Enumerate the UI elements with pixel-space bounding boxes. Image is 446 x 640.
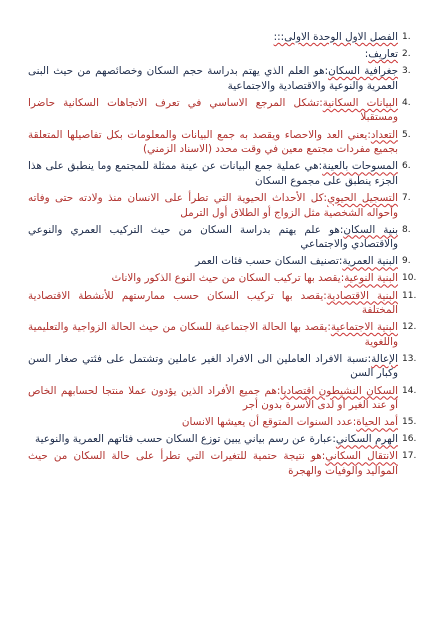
list-item <box>28 64 424 93</box>
item-term: البنية الاجتماعية <box>330 321 398 334</box>
item-text <box>28 128 398 157</box>
list-item <box>28 159 424 188</box>
item-number: 5. <box>402 129 411 140</box>
item-number: 10. <box>402 273 417 284</box>
item-text <box>28 223 398 252</box>
item-term: البنية النوعية <box>344 272 398 285</box>
item-term: الإعالة <box>371 352 398 365</box>
list-item <box>28 47 424 62</box>
item-term: تعاريف <box>368 48 398 61</box>
list-item <box>28 320 424 349</box>
item-body: :عدد السنوات المتوقع أن يعيشها الانسان <box>181 416 357 429</box>
item-number: 11. <box>402 290 417 301</box>
item-body: :تصنيف السكان حسب فئات العمر <box>195 255 343 268</box>
item-number: 12. <box>402 322 417 333</box>
item-text <box>28 289 398 318</box>
item-text <box>28 254 398 269</box>
item-body: :هو العلم الذي يهتم بدراسة حجم السكان وخصائصهم من حيث البنى العمرية والنوعية والاقتصادية والاجتماعية <box>28 65 398 92</box>
item-term: البيانات السكانية <box>322 96 398 109</box>
list-item <box>28 30 424 45</box>
definitions-list <box>28 30 424 479</box>
item-body: :هم جميع الأفراد الذين يؤدون عملا منتجا لحسابهم الخاص أو عند الغير أو لدى الأسرة بدون أجر <box>28 384 398 412</box>
item-text <box>28 415 398 430</box>
item-text <box>28 320 398 349</box>
item-number: 2. <box>402 49 411 60</box>
item-number: 17. <box>402 451 417 462</box>
item-text <box>28 384 398 413</box>
item-text <box>28 30 398 45</box>
item-text <box>28 449 398 478</box>
item-number: 7. <box>402 192 411 203</box>
item-text <box>28 271 398 286</box>
item-term: المسوحات بالعينة <box>322 160 398 173</box>
item-term: البنية الاقتصادية <box>326 289 398 302</box>
item-body: :يقصد بها تركيب السكان من حيث النوع الذكور والاناث <box>111 272 345 285</box>
item-term: جغرافية السكان <box>328 65 399 78</box>
item-text <box>28 432 398 447</box>
item-term: الهرم السكاني <box>335 433 398 446</box>
item-body: :عبارة عن رسم بياني يبين توزع السكان حسب فئاتهم العمرية والنوعية <box>35 433 336 446</box>
list-item <box>28 96 424 125</box>
item-number: 9. <box>402 256 411 267</box>
item-number: 6. <box>402 161 411 172</box>
item-term: السكان النشيطون اقتصاديا <box>280 384 399 397</box>
list-item <box>28 191 424 220</box>
item-number: 3. <box>402 66 411 77</box>
item-body: :كل الأحداث الحيوية التي تطرأ على الانسان منذ ولادته حتى وفاته وأحواله الشخصية مثل الزواج أو الطلاق أول الترمل <box>28 191 398 219</box>
list-item <box>28 432 424 447</box>
item-text <box>28 64 398 93</box>
item-body: :تشكل المرجع الاساسي في تعرف الاتجاهات السكانية حاضرا ومستقبلا <box>28 96 398 124</box>
item-number: 13. <box>402 353 417 364</box>
list-item <box>28 352 424 381</box>
item-text <box>28 47 398 62</box>
list-item <box>28 415 424 430</box>
list-item <box>28 223 424 252</box>
item-number: 14. <box>402 385 417 396</box>
item-term: التسجيل الحيوي <box>327 191 398 204</box>
list-item <box>28 289 424 318</box>
list-item <box>28 449 424 478</box>
item-body: الفصل الاول الوحدة الاولى::: <box>273 31 398 43</box>
item-text <box>28 96 398 125</box>
item-body: :يقصد بها الحالة الاجتماعية للسكان من حيث الحالة الزواجية والتعليمية واللغوية <box>28 321 398 348</box>
item-term: البنية العمرية <box>342 255 398 268</box>
item-body: : <box>364 48 369 61</box>
item-body: :يقصد بها تركيب السكان حسب ممارستهم للأنشطة الاقتصادية المختلفة <box>28 289 398 317</box>
item-text <box>28 191 398 220</box>
item-body: :نسبة الافراد العاملين الى الافراد الغير عاملين وتشتمل على فئتي صغار السن وكبار السن <box>28 352 398 380</box>
item-term: بنية السكان <box>343 223 398 236</box>
item-text <box>28 352 398 381</box>
item-number: 1. <box>402 32 411 42</box>
item-term: الانتقال السكاني <box>325 450 398 463</box>
list-item <box>28 254 424 269</box>
item-number: 15. <box>402 417 417 428</box>
item-number: 16. <box>402 434 417 445</box>
item-text <box>28 159 398 188</box>
item-body: :هي عملية جمع البيانات عن عينة ممثلة للمجتمع وما ينطبق على هذا الجزء ينطبق على مجموع السكان <box>28 160 398 187</box>
list-item <box>28 384 424 413</box>
list-item <box>28 271 424 286</box>
list-item <box>28 128 424 157</box>
item-term: أمد الحياة <box>356 416 398 429</box>
item-number: 8. <box>402 224 411 235</box>
item-term: التعداد <box>370 128 398 141</box>
item-body: :هو علم يهتم بدراسة السكان من حيث التركيب العمري والنوعي والاقتصادي والاجتماعي <box>28 223 398 251</box>
item-number: 4. <box>402 97 411 108</box>
item-body: :يعني العد والاحصاء ويقصد به جمع البيانات والمعلومات بكل تفاصيلها المتعلقة بجميع مفردات مجتمع معين في وقت محدد (الاسناد الزمني) <box>28 128 398 156</box>
item-body: :هو نتيجة حتمية للتغيرات التي تطرأ على حالة السكان من حيث المواليد والوفيات والهجرة <box>28 450 398 478</box>
